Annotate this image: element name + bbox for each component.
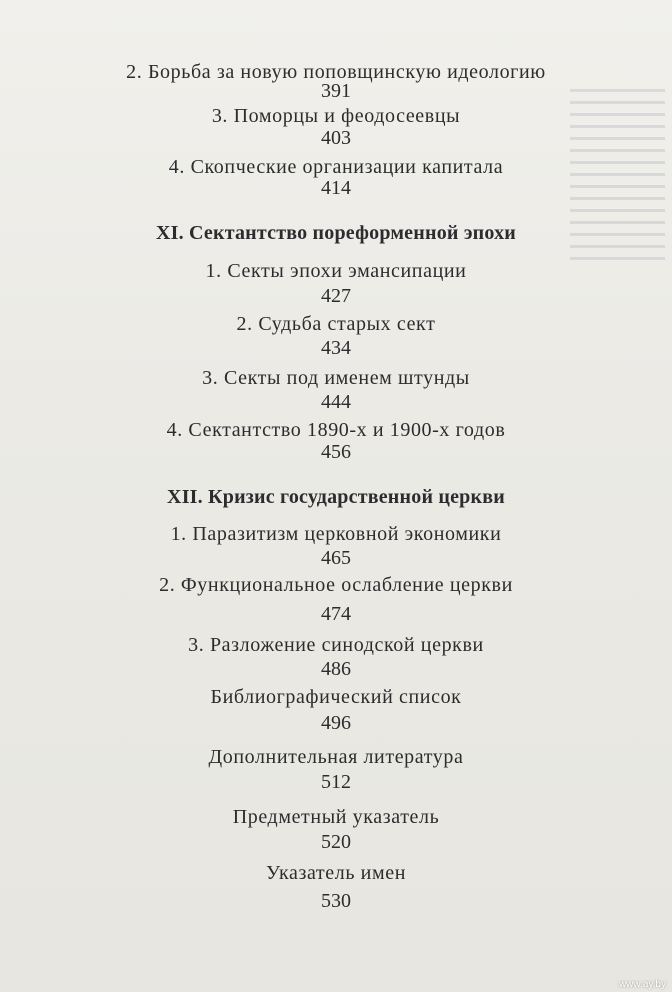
toc-entry-page: 496 — [321, 712, 351, 734]
toc-entry-title: Библиографический список — [210, 686, 462, 708]
toc-entry-page: 486 — [321, 658, 351, 680]
toc-chapter-heading: XII. Кризис государственной церкви — [167, 486, 505, 508]
toc-entry-page: 520 — [321, 831, 351, 853]
toc-entry-page: 427 — [321, 285, 351, 307]
toc-entry-title: Указатель имен — [265, 862, 406, 884]
toc-entry-title: 2. Судьба старых сект — [236, 313, 436, 335]
toc-entry-page: 474 — [321, 603, 351, 625]
toc-entry-title: 3. Разложение синодской церкви — [188, 634, 484, 656]
toc-entry-page: 414 — [321, 177, 351, 199]
toc-entry-page: 391 — [321, 80, 351, 102]
toc-entry-title: 1. Секты эпохи эмансипации — [205, 260, 467, 282]
toc-entry-page: 530 — [321, 890, 351, 912]
toc-entry-page: 434 — [321, 337, 351, 359]
toc-entry-title: Предметный указатель — [232, 806, 440, 828]
toc-entry-title: 2. Функциональное ослабление церкви — [159, 574, 513, 596]
toc-entry-title: 3. Секты под именем штунды — [202, 367, 470, 389]
toc-entry-page: 456 — [321, 441, 351, 463]
watermark: www.ay.by — [618, 979, 666, 990]
toc-entry-title: 2. Борьба за новую поповщинскую идеологию — [126, 61, 546, 83]
toc-entry-title: 3. Поморцы и феодосеевцы — [211, 105, 461, 127]
toc-entry-title: 4. Скопческие организации капитала — [168, 156, 504, 178]
toc-entry-page: 465 — [321, 547, 351, 569]
toc-entry-page: 444 — [321, 391, 351, 413]
toc-entry-page: 512 — [321, 771, 351, 793]
toc-chapter-heading: XI. Сектантство пореформенной эпохи — [155, 222, 517, 244]
toc-entry-title: 4. Сектантство 1890-х и 1900-х годов — [166, 419, 506, 441]
toc-entry-title: 1. Паразитизм церковной экономики — [170, 523, 502, 545]
toc-entry-title: Дополнительная литература — [208, 746, 464, 768]
toc-entry-page: 403 — [321, 127, 351, 149]
